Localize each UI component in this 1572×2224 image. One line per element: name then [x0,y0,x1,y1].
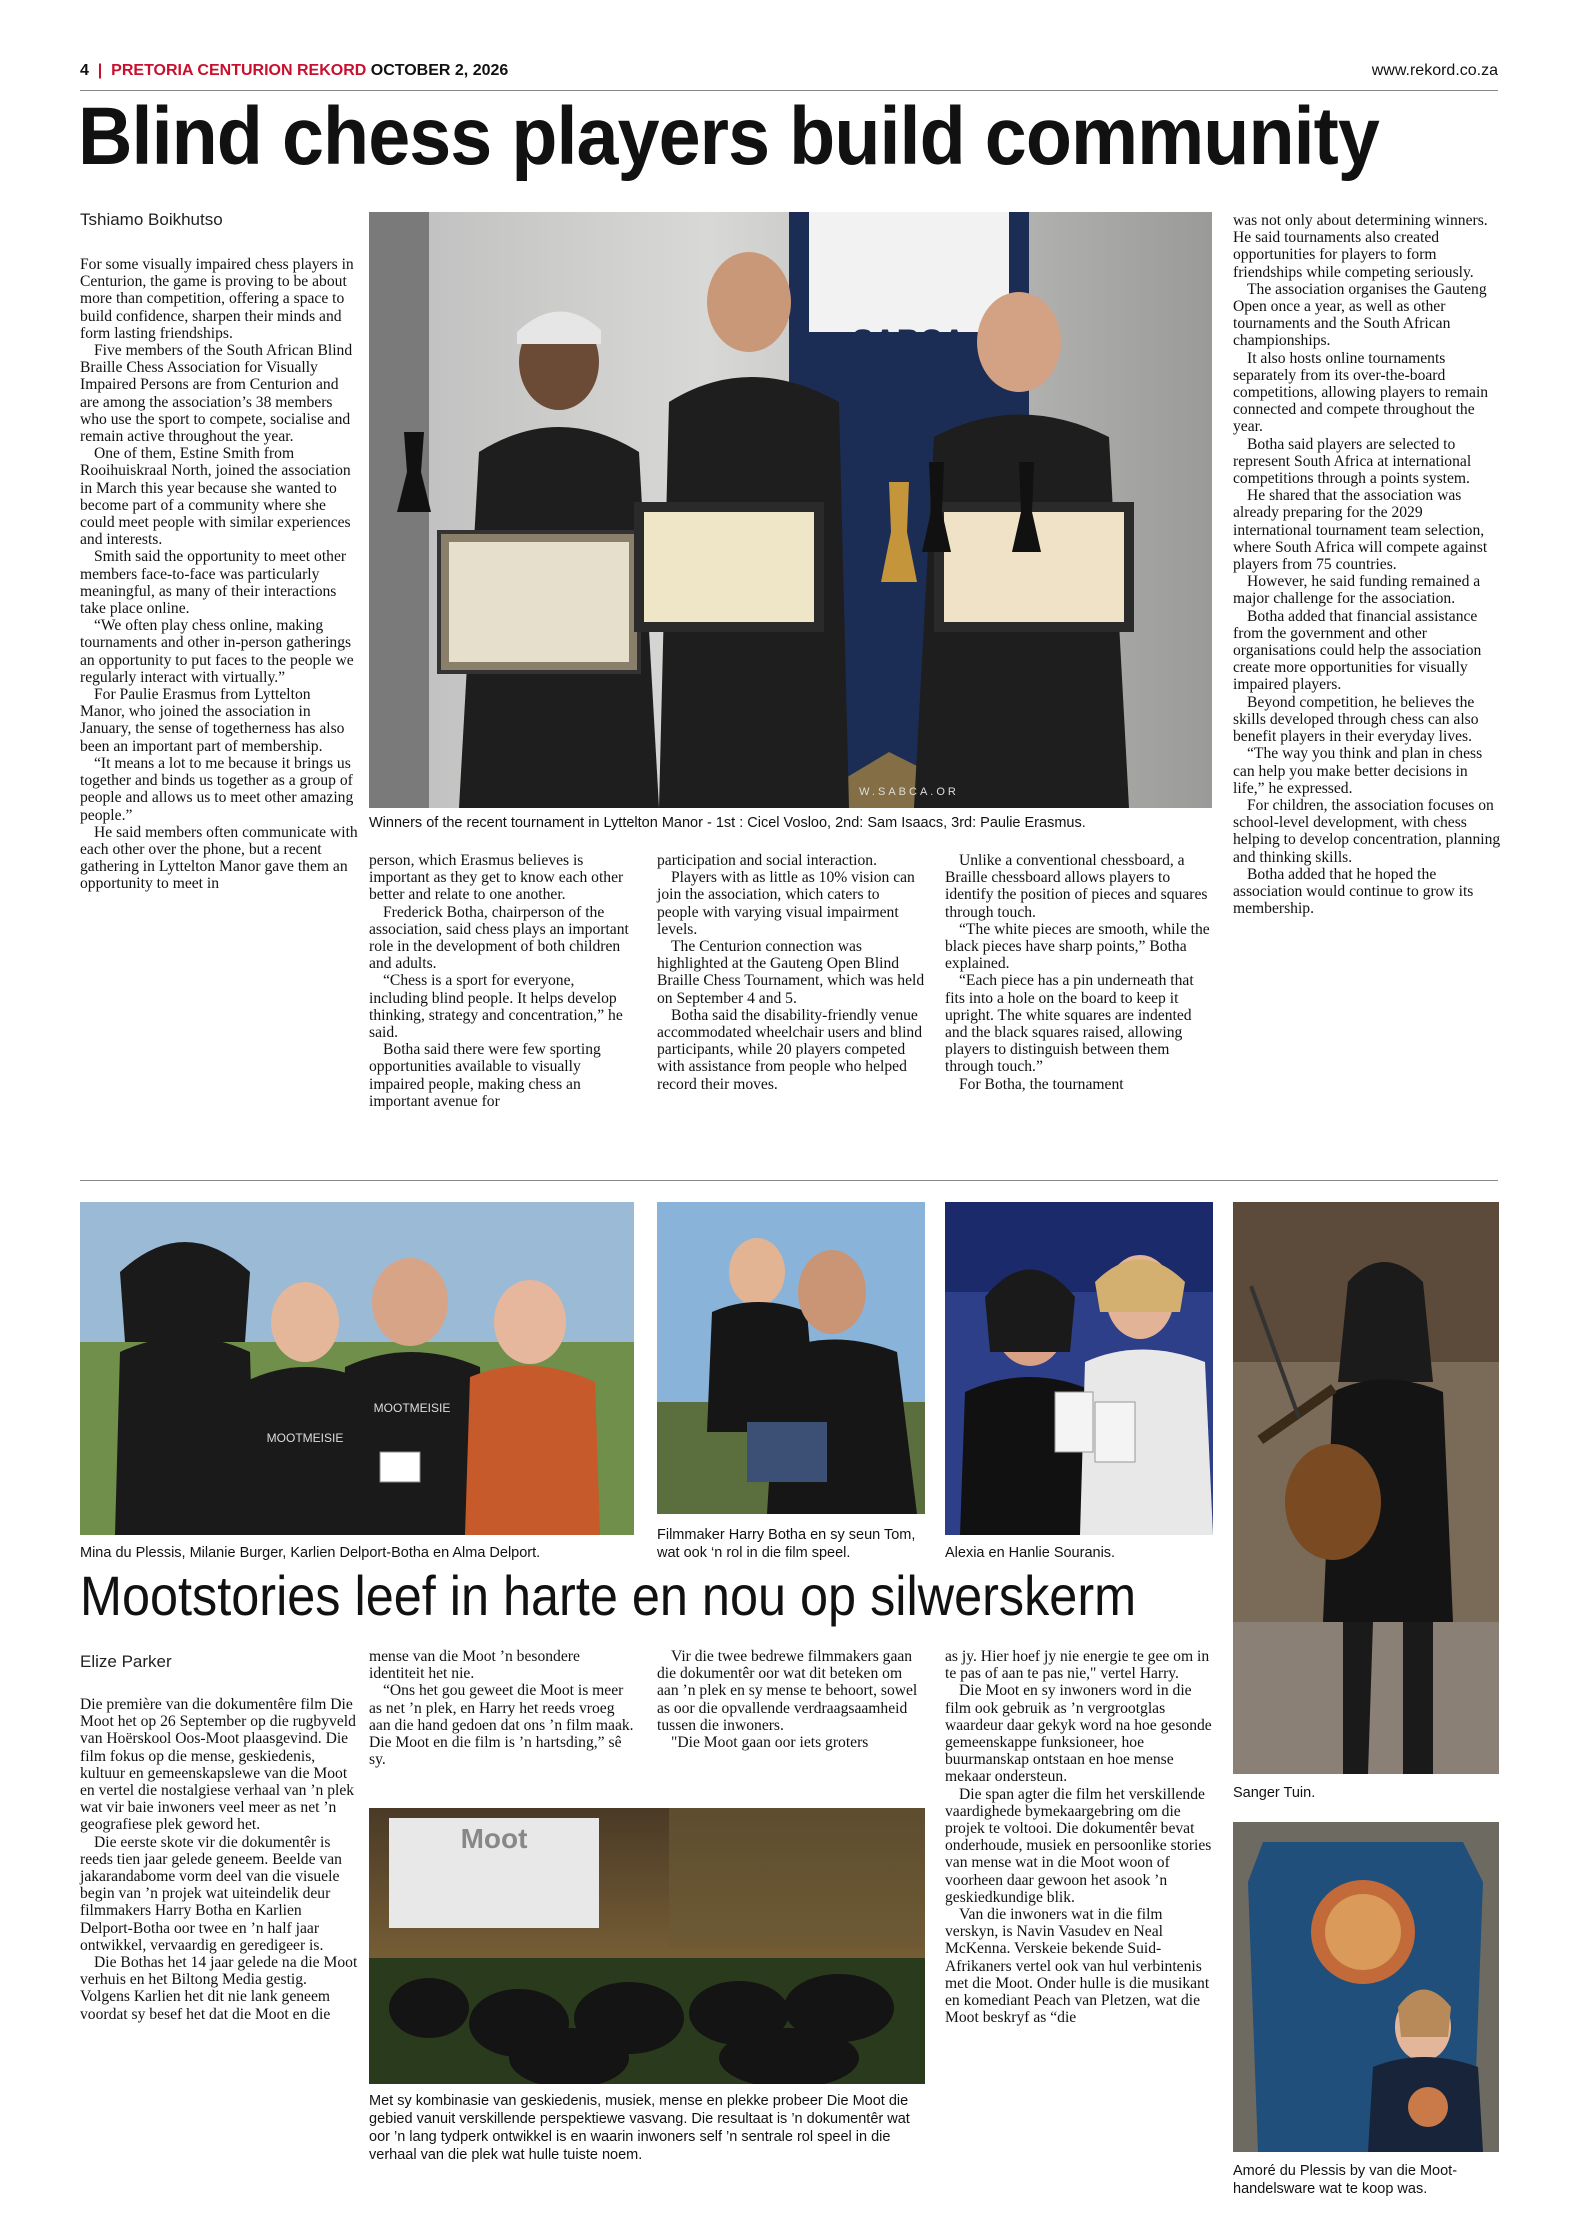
paragraph: Die eerste skote vir die dokumentêr is reeds tien jaar gelede geneem. Beelde van jakarandabome vorm deel van die visuele begin van ’n projek wat uiteindelik deur filmmakers Harry Botha en Karlien Delport-Botha oor twee en ’n half jaar ontwikkel, vervaardig en geredigeer is. [80,1833,342,1954]
website-link[interactable]: www.rekord.co.za [1371,62,1498,79]
paragraph: One of them, Estine Smith from Rooihuiskraal North, joined the association in March this year because she wanted to become part of a community where she could meet people with similar experiences and interests. [80,445,351,549]
publication-name: PRETORIA CENTURION REKORD [111,62,367,79]
paragraph: as jy. Hier hoef jy nie energie te gee om in te pas of aan te pas nie," vertel Harry. [945,1648,1210,1683]
issue-date: OCTOBER 2, 2026 [370,62,509,79]
photo-father-son [657,1202,925,1514]
paragraph: The Centurion connection was highlighted at the Gauteng Open Blind Braille Chess Tournament, which was held on September 4 and 5. [657,938,925,1007]
header-separator: | [97,62,103,79]
sabca-logo-text: SABCA [852,323,966,359]
paragraph: Botha added that he hoped the association would continue to grow its membership. [1233,865,1474,918]
paragraph: Van die inwoners wat in die film verskyn, is Navin Vasudev en Neal McKenna. Verskeie bekende Suid-Afrikaners vertel ook van hul verbintenis met die Moot. Onder hulle is die musikant en komediant Peach van Pletzen, wat die Moot beskryf as “die [945,1906,1210,2027]
paragraph: Die Bothas het 14 jaar gelede na die Moot verhuis en het Biltong Media gestig. Volgens Karlien het dit nie lank geneem voordat sy besef het dat die Moot en die [80,1954,358,2023]
article1-column-1 [80,256,358,893]
paragraph: He shared that the association was already preparing for the 2029 international tournament team selection, where South Africa will compete against players from 75 countries. [1233,487,1488,574]
paragraph: participation and social interaction. [657,852,877,869]
paragraph: For Paulie Erasmus from Lyttelton Manor, who joined the association in January, the sense of togetherness has also been an important part of membership. [80,686,345,755]
paragraph: Beyond competition, he believes the skills developed through chess can also benefit players in their everyday lives. [1233,693,1479,746]
sabca-logo-sub1: South African [876,363,942,375]
paragraph: Frederick Botha, chairperson of the association, said chess plays an important role in the development of both children and adults. [369,903,629,973]
article2-column-1 [80,1696,358,2023]
article2-column-2 [369,1648,637,1768]
paragraph: was not only about determining winners. He said tournaments also created opportunities for players to form friendships while competing seriously. [1233,212,1488,281]
paragraph: Botha added that financial assistance from the government and other organisations could help the association create more opportunities for visually impaired players. [1233,607,1482,694]
photo-film-screening [369,1808,925,2084]
paragraph: Die Moot en sy inwoners word in die film ook gebruik as ’n vergrootglas waardeur daar gekyk word na hoe gesonde gemeenskappe funksioneer, hoe buurmanskap ontstaan en hoe mense mekaar ondersteun. [945,1682,1212,1786]
paragraph: It also hosts online tournaments separately from its over-the-board competitions, allowing players to remain connected and compete throughout the year. [1233,349,1489,436]
paragraph: However, he said funding remained a major challenge for the association. [1233,573,1481,608]
caption-merchandise: Amoré du Plessis by van die Moot-handelsware wat te koop was. [1233,2163,1458,2197]
page-number: 4 [80,62,89,79]
paragraph: “It means a lot to me because it brings us together and binds us together as a group of people and allows us to meet other amazing people.” [80,754,354,824]
paragraph: Five members of the South African Blind Braille Chess Association for Visually Impaired Persons are from Centurion and are among the association’s 38 members who use the sport to compete, socialise and remain active throughout the year. [80,342,353,446]
article1-column-4 [945,852,1213,1093]
paragraph: Die span agter die film het verskillende vaardighede bymekaargebring om die projek te voltooi. Die dokumentêr bevat onderhoude, musiek en persoonlike stories van mense wat in die Moot woon of voorheen daar gewoon het asook ’n geskiedkundige blik. [945,1785,1212,1906]
caption-alexia-hanlie: Alexia en Hanlie Souranis. [945,1545,1116,1561]
photo-singer [1233,1202,1499,1774]
paragraph: “We often play chess online, making tournaments and other in-person gatherings an opportunity to put faces to the people we regularly interact with virtually.” [80,617,354,686]
article1-column-3 [657,852,925,1093]
caption-film-screening: Met sy kombinasie van geskiedenis, musiek, mense en plekke probeer Die Moot die gebied vanuit verskillende perspektiewe vasvang. Die resultaat is ’n dokumentêr wat oor ’n lang tydperk ontwikkel is en waarin inwoners self ’n sentrale rol speel in die verhaal van die plek wat hulle tuiste noem. [369,2093,910,2163]
paragraph: Botha said players are selected to represent South Africa at international competitions through a points system. [1233,435,1472,488]
paragraph: Vir die twee bedrewe filmmakers gaan die dokumentêr oor wat dit beteken om aan ’n plek en sy mense te behoort, sowel as oor die opvallende verdraagsaamheid tussen die inwoners. [657,1648,918,1734]
paragraph: Botha said the disability-friendly venue accommodated wheelchair users and blind participants, while 20 players competed with assistance from people who helped record their moves. [657,1006,922,1093]
paragraph: Die première van die dokumentêre film Die Moot het op 26 September op die rugbyveld van Hoërskool Oos-Moot plaasgevind. Die film fokus op die mense, geskiedenis, kultuur en gemeenskapslewe van die Moot en vertel die nostalgiese verhaal van ’n plek wat vir baie inwoners veel meer as net ’n geografiese plek geword het. [80,1696,356,1834]
paragraph: Players with as little as 10% vision can join the association, which caters to people with varying visual impairment levels. [657,869,915,938]
winners-photo-caption: Winners of the recent tournament in Lyttelton Manor - 1st : Cicel Vosloo, 2nd: Sam Isaacs, 3rd: Paulie Erasmus. [369,815,1086,831]
paragraph: “Ons het gou geweet die Moot is meer as net ’n plek, en Harry het reeds vroeg aan die hand gedoen dat ons ’n film maak. Die Moot en die film is ’n hartsding,” sê sy. [369,1682,634,1769]
paragraph: “The way you think and plan in chess can help you make better decisions in life,” he expressed. [1233,745,1483,797]
article1-column-5 [1233,212,1501,917]
paragraph: Smith said the opportunity to meet other members face-to-face was particularly meaningful, as many of their interactions take place online. [80,548,347,618]
paragraph: Botha said there were few sporting opportunities available to visually impaired people, making chess an important avenue for [369,1041,601,1110]
page-header [80,62,508,80]
paragraph: He said members often communicate with each other over the phone, but a recent gathering in Lyttelton Manor gave them an opportunity to meet in [80,823,358,893]
paragraph: mense van die Moot ’n besondere identiteit het nie. [369,1648,580,1683]
paragraph: For children, the association focuses on school-level development, with chess helping to develop concentration, planning and thinking skills. [1233,796,1501,866]
paragraph: For some visually impaired chess players in Centurion, the game is proving to be about more than competition, offering a space to build confidence, sharpen their minds and form lasting friendships. [80,256,354,342]
screen-title: Moot [460,1823,528,1854]
paragraph: Unlike a conventional chessboard, a Braille chessboard allows players to identify the position of pieces and squares through touch. [945,852,1208,921]
caption-father-son: Filmmaker Harry Botha en sy seun Tom, wat ook ‘n rol in die film speel. [657,1527,916,1561]
article1-column-2 [369,852,637,1110]
article2-byline: Elize Parker [80,1652,172,1671]
paragraph: person, which Erasmus believes is important as they get to know each other better and relate to one another. [369,852,624,904]
section-divider [80,1180,1498,1181]
sabca-logo-sub2: Braille Chess Association [847,377,971,389]
photo-alexia-hanlie [945,1202,1213,1535]
paragraph: "Die Moot gaan oor iets groters [671,1734,869,1752]
shirt-print-1: MOOTMEISIE [266,1431,344,1445]
sabca-banner-url: W.SABCA.OR [859,786,959,798]
article1-byline: Tshiamo Boikhutso [80,210,223,229]
winners-photo [369,212,1212,808]
paragraph: “Each piece has a pin underneath that fits into a hole on the board to keep it upright. The white squares are indented and the black squares raised, allowing players to distinguish between them through touch.” [945,972,1194,1076]
caption-singer: Sanger Tuin. [1233,1785,1316,1801]
shirt-print-2: MOOTMEISIE [373,1401,451,1415]
article2-column-4 [945,1648,1213,2026]
article2-headline: Mootstories leef in harte en nou op silwerskerm [80,1564,1137,1627]
photo-merchandise [1233,1822,1499,2152]
paragraph: “Chess is a sport for everyone, including blind people. It helps develop thinking, strategy and concentration,” he said. [369,972,623,1042]
article1-headline: Blind chess players build community [78,91,1379,182]
paragraph: “The white pieces are smooth, while the black pieces have sharp points,” Botha explained. [945,920,1210,973]
article2-column-3 [657,1648,925,1751]
paragraph: The association organises the Gauteng Open once a year, as well as other tournaments and the South African championships. [1233,280,1487,350]
photo-four-women [80,1202,634,1535]
paragraph: For Botha, the tournament [959,1075,1124,1093]
caption-four-women: Mina du Plessis, Milanie Burger, Karlien Delport-Botha en Alma Delport. [80,1545,541,1561]
